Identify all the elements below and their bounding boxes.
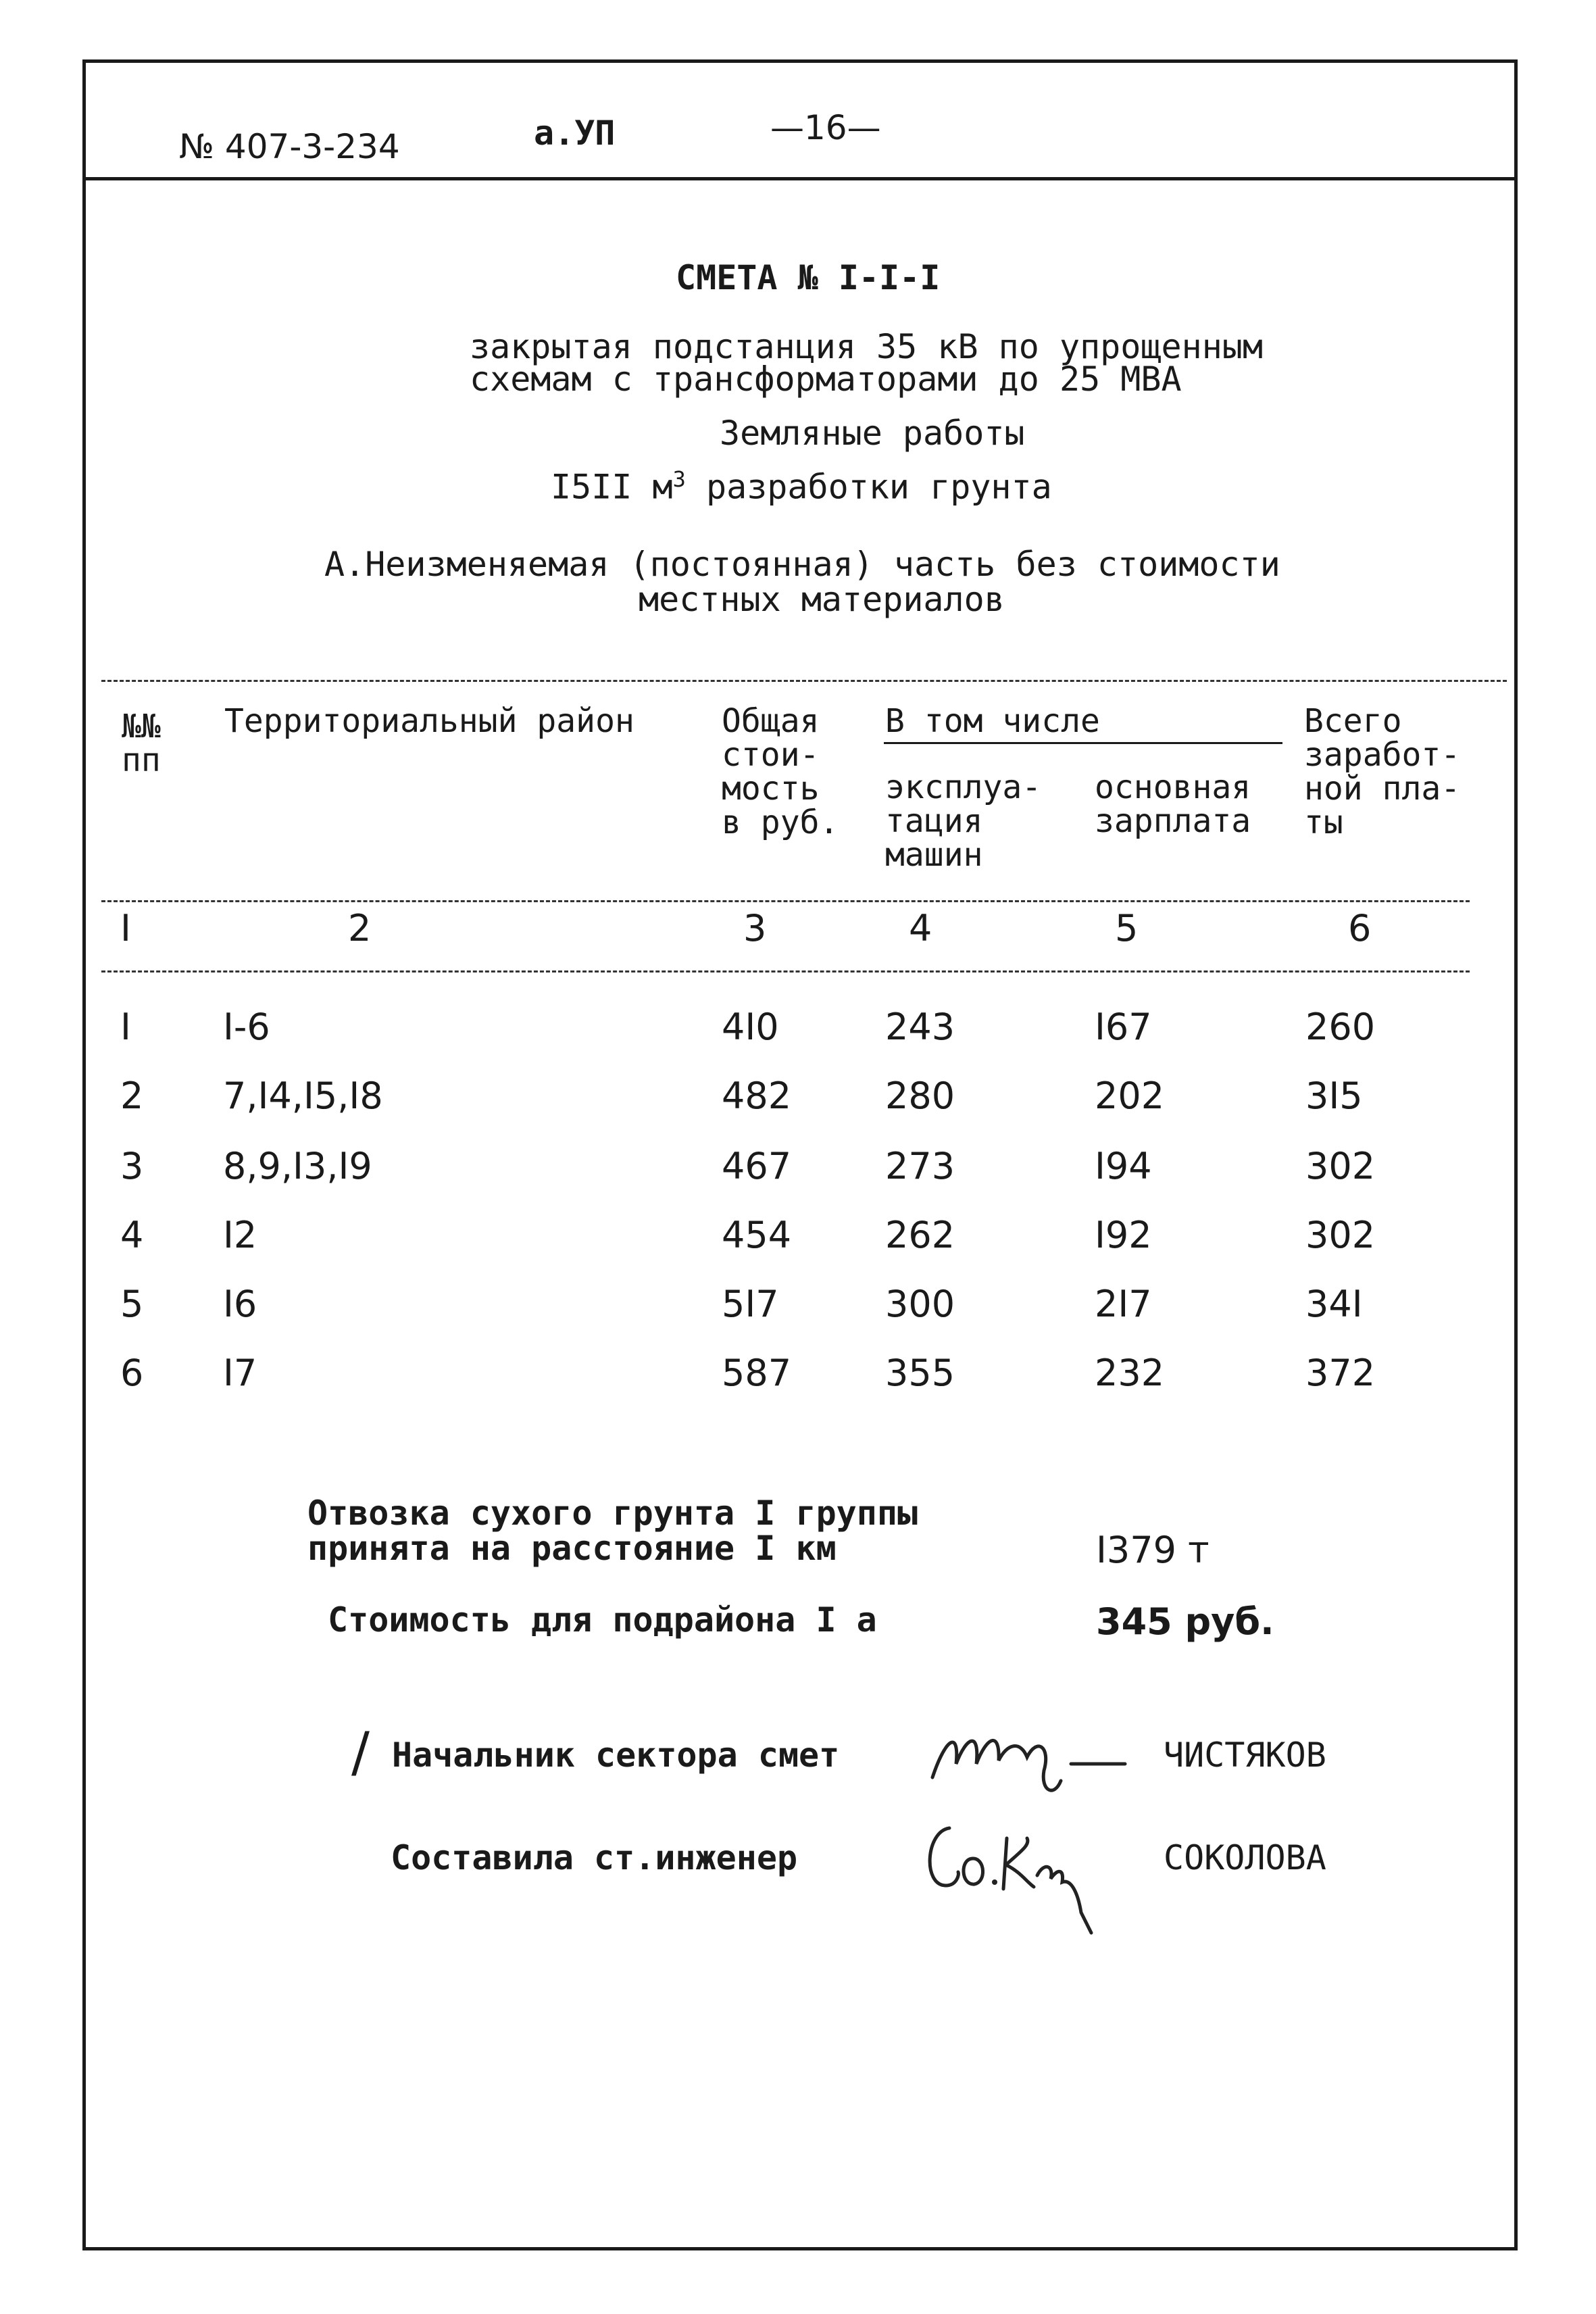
header-wages xyxy=(1304,704,1460,839)
volume-description: разработки грунта xyxy=(685,467,1052,507)
row-region: 7,I4,I5,I8 xyxy=(223,1075,383,1117)
row-region: I6 xyxy=(223,1283,257,1325)
row-number: I xyxy=(120,1006,131,1048)
header-machines-line-1: эксплуа- xyxy=(885,768,1042,806)
cost-label: Стоимость для подрайона I а xyxy=(328,1600,877,1640)
header-total-line-2: стои- xyxy=(722,736,820,774)
row-region: I-6 xyxy=(223,1006,270,1048)
header-wages-line-1: Всего xyxy=(1304,702,1402,740)
row-salary: I94 xyxy=(1095,1145,1152,1187)
page-number: —16— xyxy=(770,108,881,147)
row-wages: 34I xyxy=(1305,1283,1363,1325)
colnum-bottom-rule xyxy=(101,970,1470,973)
row-machines: 300 xyxy=(885,1283,955,1325)
row-total: 467 xyxy=(722,1145,792,1187)
row-machines: 280 xyxy=(885,1075,955,1117)
author-signature-icon xyxy=(919,1811,1101,1940)
header-num-line-1: №№ xyxy=(122,708,161,745)
row-machines: 273 xyxy=(885,1145,955,1187)
header-machines xyxy=(885,770,1041,872)
removal-line-1: Отвозка сухого грунта I группы xyxy=(307,1494,918,1533)
chief-signature-icon xyxy=(926,1710,1142,1811)
row-salary: 232 xyxy=(1095,1352,1165,1394)
table-top-rule xyxy=(101,680,1507,682)
removal-value: I379 т xyxy=(1096,1529,1210,1571)
header-region: Территориальный район xyxy=(224,702,634,740)
row-region: I7 xyxy=(223,1352,257,1394)
colnum-5: 5 xyxy=(1115,907,1139,950)
row-wages: 3I5 xyxy=(1305,1075,1363,1117)
row-number: 6 xyxy=(120,1352,144,1394)
header-wages-line-2: заработ- xyxy=(1304,736,1461,774)
author-name: СОКОЛОВА xyxy=(1164,1838,1326,1877)
subtitle-line-2: схемам с трансформаторами до 25 МВА xyxy=(470,360,1182,399)
header-salary xyxy=(1095,770,1251,838)
header-divider xyxy=(82,177,1518,180)
row-wages: 302 xyxy=(1305,1214,1376,1256)
row-number: 4 xyxy=(120,1214,144,1256)
header-salary-line-2: зарплата xyxy=(1095,802,1251,840)
chief-name: ЧИСТЯКОВ xyxy=(1164,1736,1326,1775)
author-label: Составила ст.инженер xyxy=(391,1838,798,1877)
row-total: 482 xyxy=(722,1075,792,1117)
row-salary: I92 xyxy=(1095,1214,1152,1256)
volume-exponent: 3 xyxy=(672,466,686,492)
volume-value: I5II м xyxy=(551,467,673,507)
work-type: Земляные работы xyxy=(720,414,1025,453)
colnum-3: 3 xyxy=(743,907,767,950)
header-bottom-rule xyxy=(101,900,1470,902)
header-including: В том числе xyxy=(885,702,1100,740)
incl-underline xyxy=(884,742,1282,744)
row-region: I2 xyxy=(223,1214,257,1256)
colnum-4: 4 xyxy=(909,907,932,950)
row-total: 4I0 xyxy=(722,1006,779,1048)
colnum-6: 6 xyxy=(1348,907,1372,950)
subtitle-line-1: закрытая подстанция 35 кВ по упрощенным xyxy=(470,327,1263,366)
header-wages-line-4: ты xyxy=(1304,804,1343,841)
row-total: 454 xyxy=(722,1214,792,1256)
row-total: 587 xyxy=(722,1352,792,1394)
row-wages: 302 xyxy=(1305,1145,1376,1187)
header-total xyxy=(722,704,839,839)
row-region: 8,9,I3,I9 xyxy=(223,1145,372,1187)
row-number: 2 xyxy=(120,1075,144,1117)
colnum-1: I xyxy=(120,907,131,950)
removal-line-2: принята на расстояние I км xyxy=(307,1529,837,1568)
row-salary: I67 xyxy=(1095,1006,1152,1048)
album-code: a.УП xyxy=(534,114,616,153)
section-line-2: местных материалов xyxy=(639,580,1005,619)
header-total-line-4: в руб. xyxy=(722,804,839,841)
row-machines: 355 xyxy=(885,1352,955,1394)
row-machines: 243 xyxy=(885,1006,955,1048)
row-number: 3 xyxy=(120,1145,144,1187)
row-number: 5 xyxy=(120,1283,144,1325)
colnum-2: 2 xyxy=(348,907,372,950)
row-salary: 202 xyxy=(1095,1075,1165,1117)
header-num xyxy=(122,710,161,777)
row-salary: 2I7 xyxy=(1095,1283,1152,1325)
section-line-1: А.Неизменяемая (постоянная) часть без стоимости xyxy=(324,545,1280,584)
header-total-line-3: мость xyxy=(722,770,820,808)
header-wages-line-3: ной пла- xyxy=(1304,770,1461,808)
header-total-line-1: Общая xyxy=(722,702,820,740)
header-salary-line-1: основная xyxy=(1095,768,1251,806)
cost-value: 345 руб. xyxy=(1096,1600,1274,1643)
chief-label: Начальник сектора смет xyxy=(392,1736,840,1775)
estimate-heading: СМЕТА № I-I-I xyxy=(676,258,941,297)
header-machines-line-3: машин xyxy=(885,836,983,874)
row-wages: 260 xyxy=(1305,1006,1376,1048)
volume-line xyxy=(551,466,1052,507)
row-total: 5I7 xyxy=(722,1283,779,1325)
doc-number: № 407-3-234 xyxy=(179,127,400,166)
header-machines-line-2: тация xyxy=(885,802,983,840)
row-machines: 262 xyxy=(885,1214,955,1256)
row-wages: 372 xyxy=(1305,1352,1376,1394)
slash-mark: / xyxy=(351,1721,370,1783)
header-num-line-2: пп xyxy=(122,741,161,779)
